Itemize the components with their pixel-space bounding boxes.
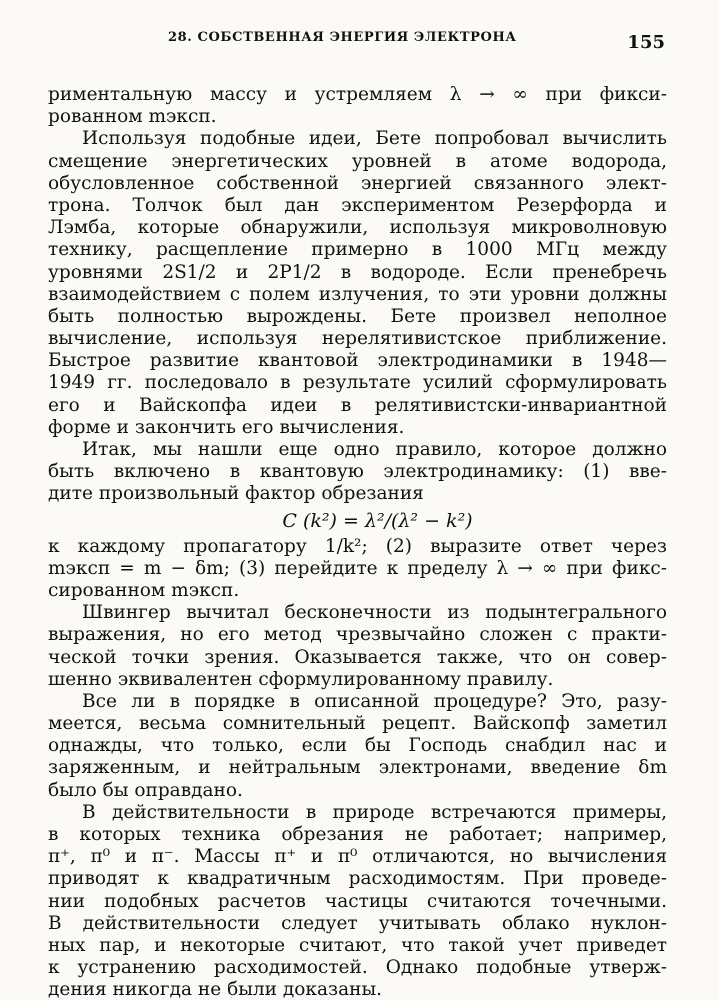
text-line: В действительности в природе встречаются примеры, [82,801,667,823]
text-line: в которых техника обрезания не работает; например, [48,824,667,845]
text-line: было бы оправдано. [48,779,243,801]
text-line: mэксп = m − δm; (3) перейдите к пределу λ → ∞ при фикс- [48,557,667,579]
text-line: быть полностью вырождены. Бете произвел неполное [48,305,667,327]
text-line: однажды, что только, если бы Господь снабдил нас и [48,735,667,757]
text-line: технику, расщепление примерно в 1000 МГц между [48,239,667,261]
text-line: Быстрое развитие квантовой электродинамики в 1948— [48,350,667,372]
text-line: 1949 гг. последовало в результате усилий сформулировать [48,372,667,394]
text-line: форме и закончить его вычисления. [48,416,405,438]
text-line: нии подобных расчетов частицы считаются точечными. [48,890,667,912]
page-number: 155 [627,32,665,53]
text-line: рованном mэксп. [48,106,217,128]
text-line: Лэмба, которые обнаружили, используя микроволновую [48,217,667,239]
text-line: В действительности следует учитывать облако нуклон- [48,912,667,934]
text-line: меется, весьма сомнительный рецепт. Вайскопф заметил [48,713,667,735]
text-line: вычисление, используя нерелятивистское приближение. [48,328,667,350]
text-line: Итак, мы нашли еще одно правило, которое должно [82,439,667,460]
text-line: Используя подобные идеи, Бете попробовал вычислить [82,128,667,150]
text-line: ных пар, и некоторые считают, что такой учет приведет [48,934,667,956]
text-line: к каждому пропагатору 1/k²; (2) выразите ответ через [48,535,667,557]
text-line: ческой точки зрения. Оказывается также, что он совер- [48,646,667,668]
text-line: его и Вайскопфа идеи в релятивистски-инвариантной [48,394,667,416]
page-header [48,28,665,52]
text-line: риментальную массу и устремляем λ → ∞ при фикси- [48,84,667,105]
text-line: уровнями 2S1/2 и 2P1/2 в водороде. Если пренебречь [48,261,667,283]
text-line: быть включено в квантовую электродинамику: (1) вве- [48,461,667,483]
text-line: π⁺, π⁰ и π⁻. Массы π⁺ и π⁰ отличаются, но вычисления [48,846,667,868]
text-line: смещение энергетических уровней в атоме водорода, [48,150,667,172]
body-text [48,84,667,1002]
text-line: трона. Толчок был дан экспериментом Резерфорда и [48,194,667,216]
text-line: дите произвольный фактор обрезания [48,483,424,505]
text-line: дения никогда не были доказаны. [48,979,383,1001]
text-line: к устранению расходимостей. Однако подобные утверж- [48,957,667,979]
text-line: приводят к квадратичным расходимостям. При проведе- [48,868,667,890]
text-line: Швингер вычитал бесконечности из подынтегрального [82,602,667,624]
running-title: 28. СОБСТВЕННАЯ ЭНЕРГИЯ ЭЛЕКТРОНА [168,30,517,45]
formula: C (k²) = λ²/(λ² − k²) [282,509,473,532]
text-line: взаимодействием с полем излучения, то эти уровни должны [48,283,667,305]
text-line: заряженным, и нейтральным электронами, введение δm [48,757,667,779]
text-line: выражения, но его метод чрезвычайно сложен с практи- [48,624,667,646]
text-line: Все ли в порядке в описанной процедуре? Это, разу- [82,690,667,712]
text-line: обусловленное собственной энергией связанного элект- [48,172,667,194]
text-line: сированном mэксп. [48,579,240,601]
text-line: шенно эквивалентен сформулированному правилу. [48,668,554,690]
